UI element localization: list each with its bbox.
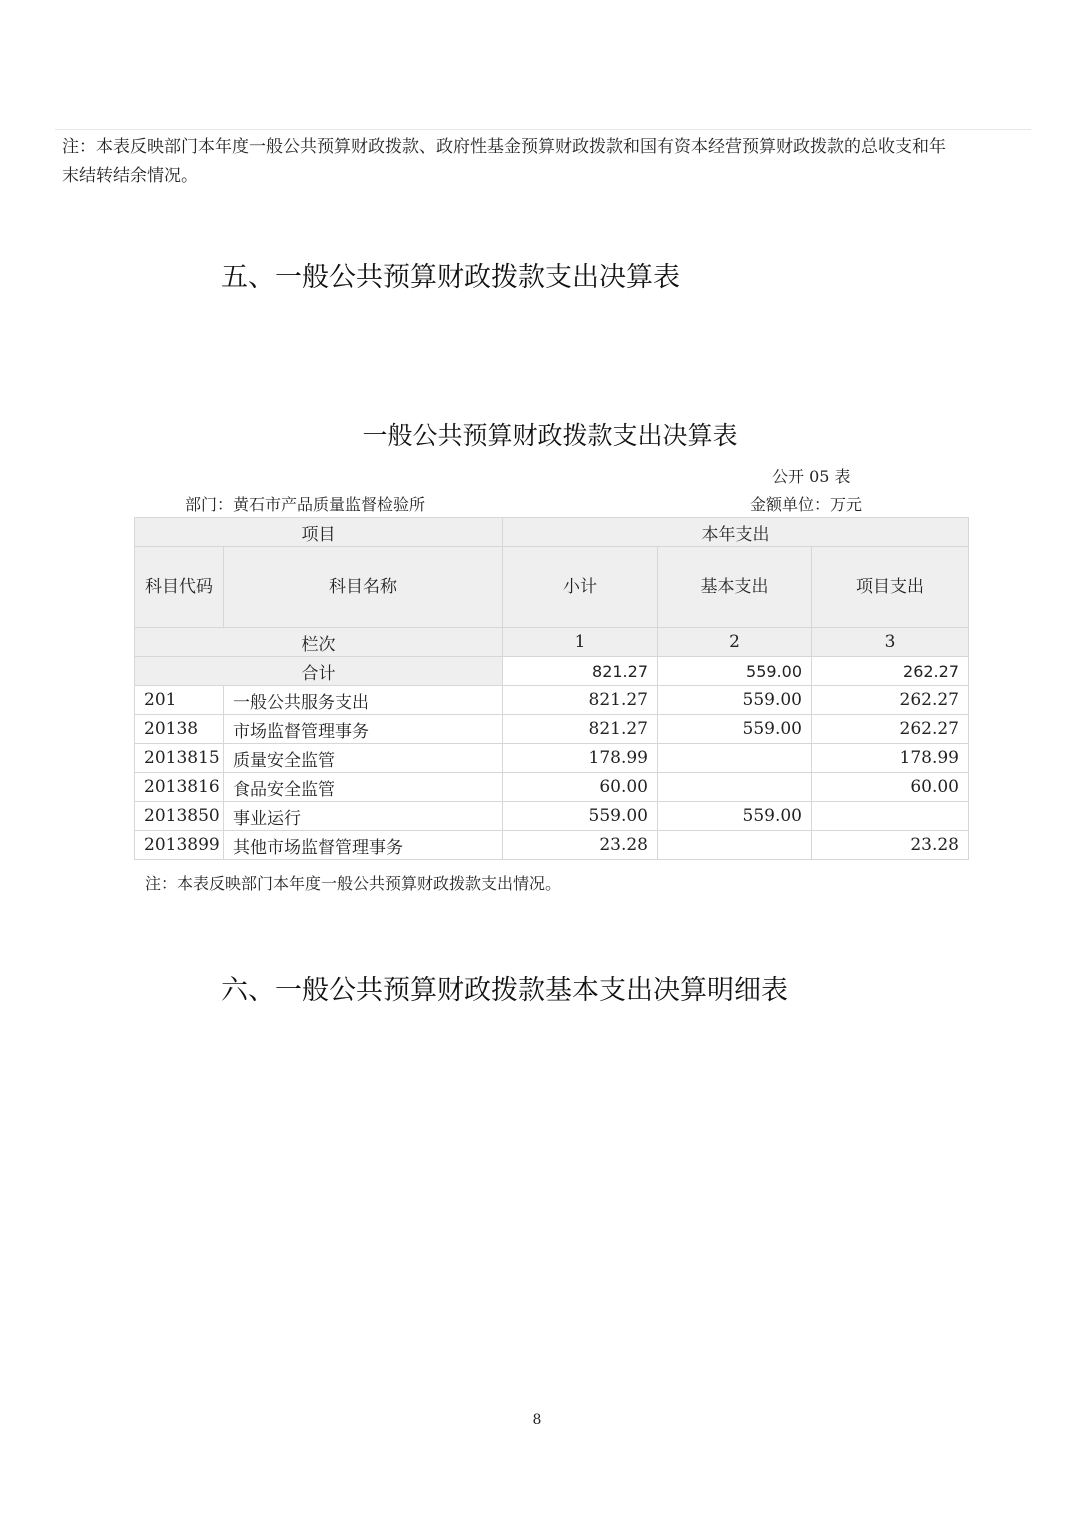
row-name: 食品安全监管 [224, 773, 503, 802]
row-code: 201 [135, 686, 224, 715]
row-subtotal: 821.27 [503, 686, 658, 715]
column-index-row [135, 628, 969, 657]
top-note: 注：本表反映部门本年度一般公共预算财政拨款、政府性基金预算财政拨款和国有资本经营预算财政拨款的总收支和年末结转结余情况。 [62, 137, 946, 186]
total-project: 262.27 [812, 657, 969, 686]
page-number: 8 [532, 1412, 542, 1428]
table-subheader-row [135, 547, 969, 628]
table-row [135, 715, 969, 744]
form-number: 公开 05 表 [772, 467, 851, 486]
table-row [135, 773, 969, 802]
row-code: 2013815 [135, 744, 224, 773]
row-basic [658, 773, 812, 802]
row-project: 23.28 [812, 831, 969, 860]
header-name: 科目名称 [224, 547, 503, 628]
header-project: 项目 [135, 518, 503, 547]
row-project: 262.27 [812, 686, 969, 715]
row-subtotal: 178.99 [503, 744, 658, 773]
row-code: 2013850 [135, 802, 224, 831]
row-basic: 559.00 [658, 715, 812, 744]
row-project: 60.00 [812, 773, 969, 802]
section-heading-5: 五、一般公共预算财政拨款支出决算表 [221, 262, 680, 293]
header-basic: 基本支出 [658, 547, 812, 628]
row-code: 20138 [135, 715, 224, 744]
total-row [135, 657, 969, 686]
department-label: 部门：黄石市产品质量监督检验所 [185, 495, 426, 514]
table-row [135, 744, 969, 773]
total-subtotal: 821.27 [503, 657, 658, 686]
row-basic: 559.00 [658, 802, 812, 831]
table-title: 一般公共预算财政拨款支出决算表 [362, 421, 738, 450]
row-subtotal: 23.28 [503, 831, 658, 860]
table-header-row [135, 518, 969, 547]
row-basic [658, 831, 812, 860]
row-name: 质量安全监管 [224, 744, 503, 773]
column-index-2: 2 [658, 628, 812, 657]
top-divider [55, 129, 1031, 130]
expenditure-table [134, 517, 969, 860]
column-index-label: 栏次 [135, 628, 503, 657]
row-name: 一般公共服务支出 [224, 686, 503, 715]
row-project [812, 802, 969, 831]
total-basic: 559.00 [658, 657, 812, 686]
table-row [135, 831, 969, 860]
unit-label: 金额单位：万元 [750, 495, 863, 514]
row-code: 2013899 [135, 831, 224, 860]
row-project: 178.99 [812, 744, 969, 773]
row-basic: 559.00 [658, 686, 812, 715]
row-name: 其他市场监督管理事务 [224, 831, 503, 860]
row-subtotal: 821.27 [503, 715, 658, 744]
table-row [135, 686, 969, 715]
row-project: 262.27 [812, 715, 969, 744]
table-note: 注：本表反映部门本年度一般公共预算财政拨款支出情况。 [145, 874, 562, 893]
row-name: 事业运行 [224, 802, 503, 831]
row-subtotal: 559.00 [503, 802, 658, 831]
header-subtotal: 小计 [503, 547, 658, 628]
section-heading-6: 六、一般公共预算财政拨款基本支出决算明细表 [221, 975, 788, 1006]
row-subtotal: 60.00 [503, 773, 658, 802]
header-code: 科目代码 [135, 547, 224, 628]
column-index-1: 1 [503, 628, 658, 657]
table-row [135, 802, 969, 831]
total-label: 合计 [135, 657, 503, 686]
row-basic [658, 744, 812, 773]
header-project-expenditure: 项目支出 [812, 547, 969, 628]
row-code: 2013816 [135, 773, 224, 802]
header-current-year-expenditure: 本年支出 [503, 518, 969, 547]
row-name: 市场监督管理事务 [224, 715, 503, 744]
column-index-3: 3 [812, 628, 969, 657]
